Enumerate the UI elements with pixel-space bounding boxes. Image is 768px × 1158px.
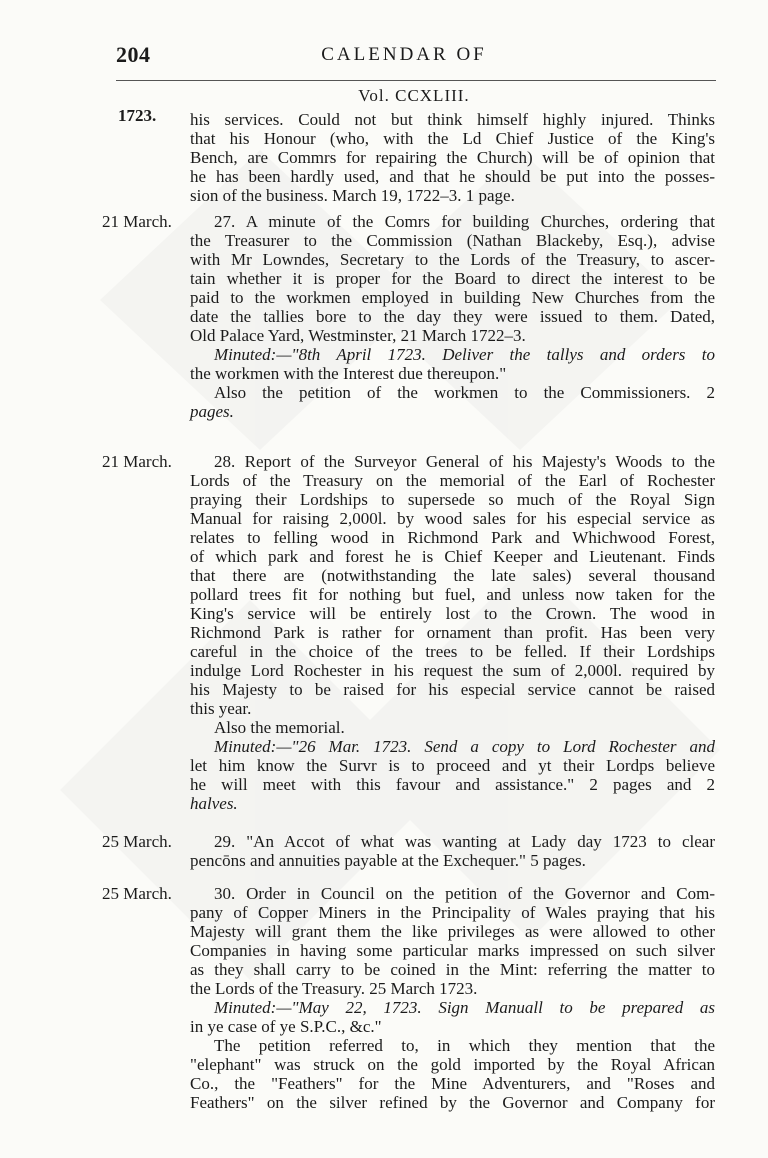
entry-line: praying their Lordships to supersede so much of the Royal Sign — [190, 490, 715, 509]
entry-line: King's service will be entirely lost to the Crown. The wood in — [190, 604, 715, 623]
entry-line: 27. A minute of the Comrs for building Churches, ordering that — [214, 212, 715, 231]
entry-line: relates to felling wood in Richmond Park and Whichwood Forest, — [190, 528, 715, 547]
volume-heading: Vol. CCXLIII. — [358, 86, 470, 105]
entry-line: Companies in having some particular marks impressed on such silver — [190, 941, 715, 960]
entry-line: Lords of the Treasury on the memorial of the Earl of Rochester — [190, 471, 715, 490]
entry-line: 29. "An Accot of what was wanting at Lady day 1723 to clear — [214, 832, 715, 851]
entry-line: date the tallies bore to the day they were issued to them. Dated, — [190, 307, 715, 326]
entry-line: pollard trees fit for nothing but fuel, and unless now taken for the — [190, 585, 715, 604]
entry-line: tain whether it is proper for the Board to direct the interest to be — [190, 269, 715, 288]
entry-line: halves. — [190, 794, 238, 813]
entry-line: Co., the "Feathers" for the Mine Adventurers, and "Roses and — [190, 1074, 715, 1093]
entry-date: 25 March. — [102, 884, 172, 903]
entry-line: the Treasurer to the Commission (Nathan Blackeby, Esq.), advise — [190, 231, 715, 250]
entry-minute-line: Minuted:—"May 22, 1723. Sign Manuall to be prepared as — [214, 998, 715, 1017]
entry-line: "elephant" was struck on the gold imported by the Royal African — [190, 1055, 715, 1074]
page-number: 204 — [116, 42, 151, 67]
entry-date: 21 March. — [102, 212, 172, 231]
entry-line: this year. — [190, 699, 252, 718]
entry-date: 21 March. — [102, 452, 172, 471]
entry-line: Manual for raising 2,000l. by wood sales for his especial service as — [190, 509, 715, 528]
entry-line: 30. Order in Council on the petition of the Governor and Com- — [214, 884, 715, 903]
entry-line: in ye case of ye S.P.C., &c." — [190, 1017, 382, 1036]
year-margin: 1723. — [118, 106, 157, 125]
entry-line: Richmond Park is rather for ornament than profit. Has been very — [190, 623, 715, 642]
entry-line: of which park and forest he is Chief Keeper and Lieutenant. Finds — [190, 547, 715, 566]
entry-minute-line: Minuted:—"26 Mar. 1723. Send a copy to Lord Rochester and — [214, 737, 715, 756]
entry-date: 25 March. — [102, 832, 172, 851]
entry-line: he has been hardly used, and that he should be put into the posses- — [190, 167, 715, 186]
entry-line: Old Palace Yard, Westminster, 21 March 1722–3. — [190, 326, 526, 345]
entry-line: pages. — [190, 402, 234, 421]
entry-line: careful in the choice of the trees to be felled. If their Lordships — [190, 642, 715, 661]
entry-line: paid to the workmen employed in building New Churches from the — [190, 288, 715, 307]
entry-line: as they shall carry to be coined in the Mint: referring the matter to — [190, 960, 715, 979]
entry-line: The petition referred to, in which they mention that the — [214, 1036, 715, 1055]
entry-line: his services. Could not but think himself highly injured. Thinks — [190, 110, 715, 129]
entry-line: his Majesty to be raised for his especial service cannot be raised — [190, 680, 715, 699]
header-rule — [116, 80, 716, 81]
entry-line: with Mr Lowndes, Secretary to the Lords of the Treasury, to ascer- — [190, 250, 715, 269]
entry-line: let him know the Survr is to proceed and yt their Lordps believe — [190, 756, 715, 775]
entry-line: 28. Report of the Surveyor General of his Majesty's Woods to the — [214, 452, 715, 471]
entry-line: Majesty will grant them the like privileges as were allowed to other — [190, 922, 715, 941]
entry-line: the workmen with the Interest due thereupon." — [190, 364, 507, 383]
entry-line: Bench, are Commrs for repairing the Church) will be of opinion that — [190, 148, 715, 167]
entry-line: the Lords of the Treasury. 25 March 1723. — [190, 979, 478, 998]
entry-line: Also the memorial. — [214, 718, 345, 737]
entry-line: that his Honour (who, with the Ld Chief Justice of the King's — [190, 129, 715, 148]
running-title: CALENDAR OF — [321, 44, 487, 65]
entry-line: pencōns and annuities payable at the Exchequer." 5 pages. — [190, 851, 586, 870]
entry-line: pany of Copper Miners in the Principality of Wales praying that his — [190, 903, 715, 922]
entry-line: indulge Lord Rochester in his request the sum of 2,000l. required by — [190, 661, 715, 680]
entry-minute-line: Minuted:—"8th April 1723. Deliver the tallys and orders to — [214, 345, 715, 364]
entry-line: Feathers" on the silver refined by the Governor and Company for — [190, 1093, 715, 1112]
entry-line: that there are (notwithstanding the late sales) several thousand — [190, 566, 715, 585]
entry-line: Also the petition of the workmen to the Commissioners. 2 — [214, 383, 715, 402]
entry-line: sion of the business. March 19, 1722–3. 1 page. — [190, 186, 515, 205]
entry-line: he will meet with this favour and assistance." 2 pages and 2 — [190, 775, 715, 794]
